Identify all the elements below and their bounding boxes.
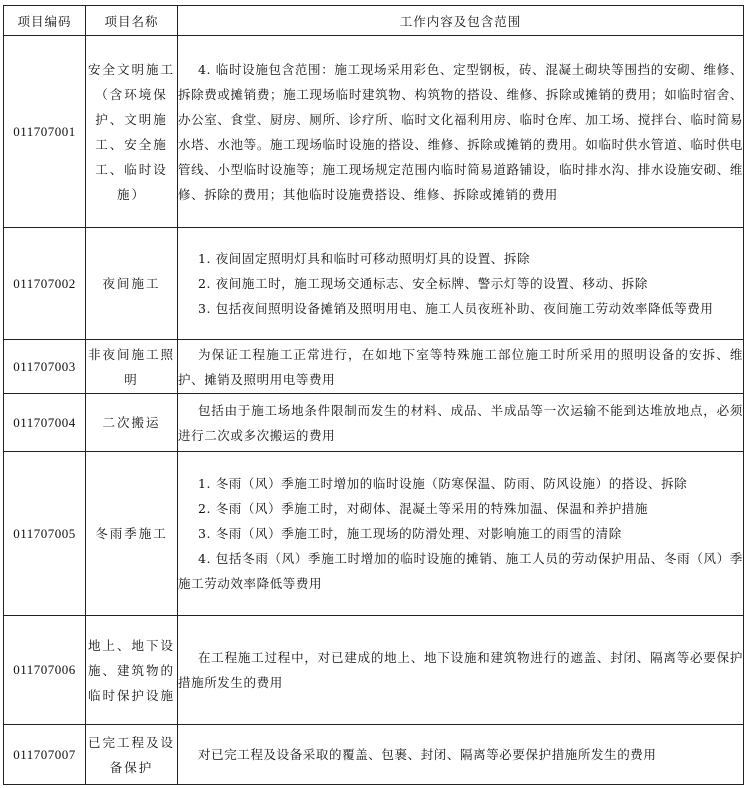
content-paragraph: 1. 夜间固定照明灯具和临时可移动照明灯具的设置、拆除 xyxy=(198,251,531,266)
item-code: 011707005 xyxy=(4,452,86,616)
content-paragraph: 2. 夜间施工时，施工现场交通标志、安全标牌、警示灯等的设置、移动、拆除 xyxy=(198,276,649,291)
content-paragraph: 在工程施工过程中，对已建成的地上、地下设施和建筑物进行的遮盖、封闭、隔离等必要保护措施所发生的费用 xyxy=(178,650,743,690)
table-row xyxy=(4,340,744,394)
content-paragraph: 4. 包括冬雨（风）季施工时增加的临时设施的摊销、施工人员的劳动保护用品、冬雨（风）季施工劳动效率降低等费用 xyxy=(178,551,743,591)
header-row xyxy=(4,6,744,36)
content-paragraph: 2. 冬雨（风）季施工时，对砌体、混凝土等采用的特殊加温、保温和养护措施 xyxy=(198,501,649,516)
item-name: 地上、地下设施、建筑物的临时保护设施 xyxy=(86,616,178,725)
table-row xyxy=(4,228,744,340)
item-code: 011707004 xyxy=(4,394,86,452)
table-row xyxy=(4,452,744,616)
item-name: 冬雨季施工 xyxy=(86,452,178,616)
item-code: 011707003 xyxy=(4,340,86,394)
measures-table xyxy=(3,5,744,785)
item-name: 二次搬运 xyxy=(86,394,178,452)
content-paragraph: 4. 临时设施包含范围：施工现场采用彩色、定型钢板，砖、混凝土砌块等围挡的安砌、维修、拆除费或摊销费；施工现场临时建筑物、构筑物的搭设、维修、拆除或摊销的费用；如临时宿舍、办公室、食堂、厨房、厕所、诊疗所、临时文化福利用房、临时仓库、加工场、搅拌台、临时简易水塔、水池等。施工现场临时设施的搭设、维修、拆除或摊销的费用。如临时供水管道、临时供电管线、小型临时设施等；施工现场规定范围内临时简易道路铺设，临时排水沟、排水设施安砌、维修、拆除的费用；其他临时设施费搭设、维修、拆除或摊销的费用 xyxy=(178,61,743,202)
content-paragraph: 为保证工程施工正常进行，在如地下室等特殊施工部位施工时所采用的照明设备的安拆、维护、摊销及照明用电等费用 xyxy=(178,346,743,387)
item-content xyxy=(178,452,744,616)
content-paragraph: 包括由于施工场地条件限制而发生的材料、成品、半成品等一次运输不能到达堆放地点，必须进行二次或多次搬运的费用 xyxy=(178,402,743,443)
item-content xyxy=(178,394,744,452)
item-name: 非夜间施工照明 xyxy=(86,340,178,394)
item-content xyxy=(178,340,744,394)
table-row xyxy=(4,394,744,452)
item-content xyxy=(178,36,744,228)
item-name: 安全文明施工（含环境保护、文明施工、安全施工、临时设施） xyxy=(86,36,178,228)
content-paragraph: 对已完工程及设备采取的覆盖、包裹、封闭、隔离等必要保护措施所发生的费用 xyxy=(198,747,657,762)
item-code: 011707007 xyxy=(4,725,86,785)
item-name: 已完工程及设备保护 xyxy=(86,725,178,785)
item-code: 011707006 xyxy=(4,616,86,725)
content-paragraph: 1. 冬雨（风）季施工时增加的临时设施（防寒保温、防雨、防风设施）的搭设、拆除 xyxy=(198,476,688,491)
header-content: 工作内容及包含范围 xyxy=(178,6,744,36)
content-paragraph: 3. 包括夜间照明设备摊销及照明用电、施工人员夜班补助、夜间施工劳动效率降低等费用 xyxy=(198,301,714,316)
table-row xyxy=(4,36,744,228)
table-row xyxy=(4,725,744,785)
table-row xyxy=(4,616,744,725)
header-name: 项目名称 xyxy=(86,6,178,36)
header-code: 项目编码 xyxy=(4,6,86,36)
item-content xyxy=(178,725,744,785)
item-code: 011707002 xyxy=(4,228,86,340)
content-paragraph: 3. 冬雨（风）季施工时，施工现场的防滑处理、对影响施工的雨雪的清除 xyxy=(198,526,622,541)
item-content xyxy=(178,616,744,725)
item-name: 夜间施工 xyxy=(86,228,178,340)
item-code: 011707001 xyxy=(4,36,86,228)
item-content xyxy=(178,228,744,340)
